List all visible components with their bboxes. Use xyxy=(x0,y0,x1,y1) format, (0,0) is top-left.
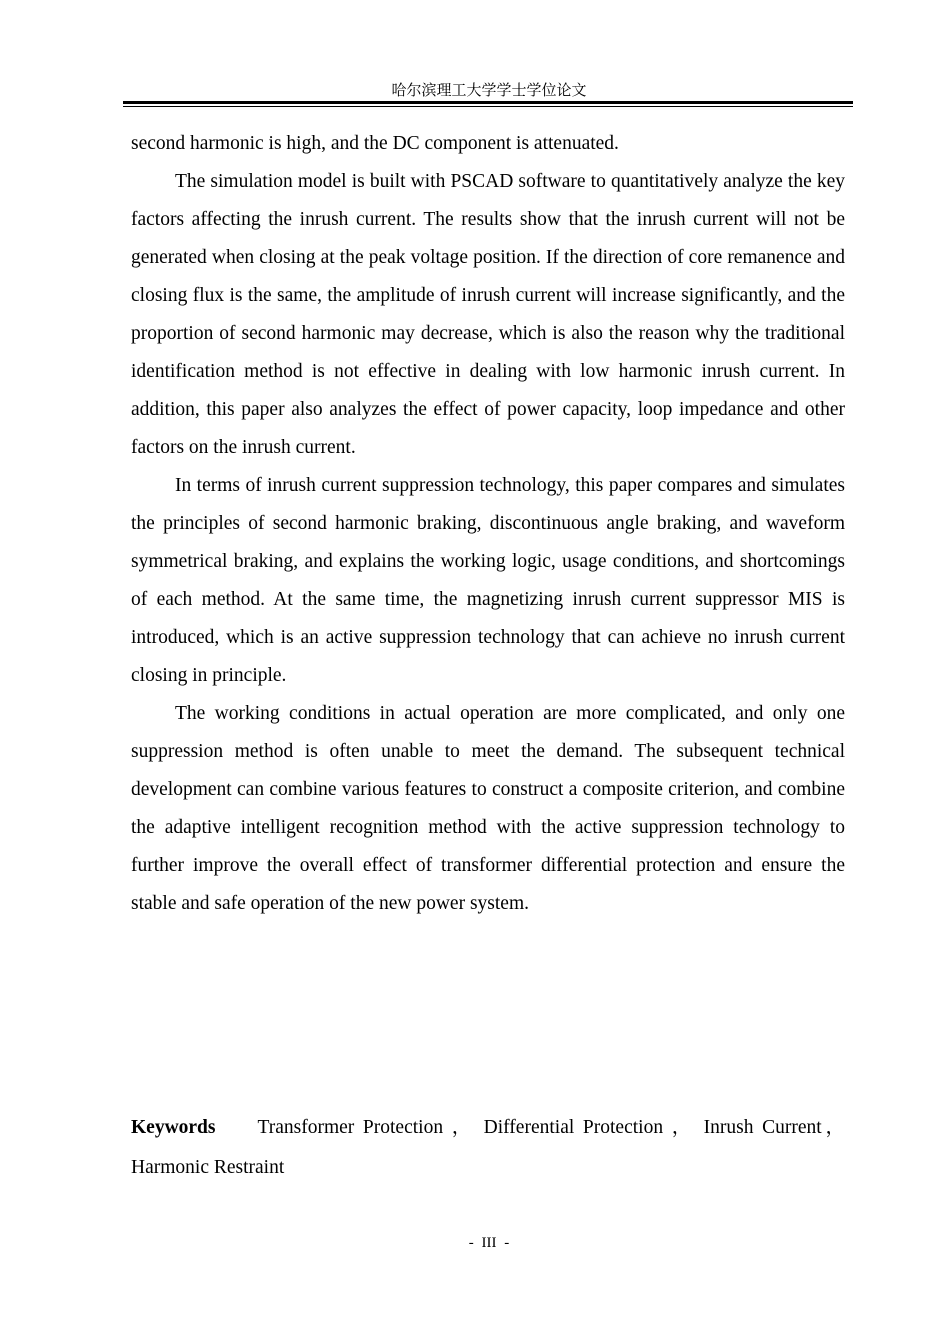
page-number: - III - xyxy=(468,1235,510,1251)
running-header-title: 哈尔滨理工大学学士学位论文 xyxy=(391,81,587,99)
keywords-label: Keywords xyxy=(131,1117,216,1138)
keywords-text: Transformer Protection ， Differential Protection ， Inrush Current，Harmonic Restraint xyxy=(131,1117,845,1178)
paragraph-outlook: The working conditions in actual operation are more complicated, and only one suppression method is often unable to meet the demand. The subsequent technical development can combine various features to construct a composite criterion, and combine the adaptive intelligent recognition method with the active suppression technology to further improve the overall effect of transformer differential protection and ensure the stable and safe operation of the new power system. xyxy=(131,703,845,914)
keywords-block xyxy=(131,1108,845,1188)
paragraph-suppression: In terms of inrush current suppression technology, this paper compares and simulates the principles of second harmonic braking, discontinuous angle braking, and waveform symmetrical braking, and explains the working logic, usage conditions, and shortcomings of each method. At the same time, the magnetizing inrush current suppressor MIS is introduced, which is an active suppression technology that can achieve no inrush current closing in principle. xyxy=(131,475,845,686)
header-rule-thin xyxy=(123,106,853,107)
abstract-body xyxy=(131,125,845,923)
paragraph-continuation: second harmonic is high, and the DC component is attenuated. xyxy=(131,133,619,154)
header-rule-thick xyxy=(123,101,853,104)
paragraph-simulation: The simulation model is built with PSCAD software to quantitatively analyze the key factors affecting the inrush current. The results show that the inrush current will not be generated when closing at the peak voltage position. If the direction of core remanence and closing flux is the same, the amplitude of inrush current will increase significantly, and the proportion of second harmonic may decrease, which is also the reason why the traditional identification method is not effective in dealing with low harmonic inrush current. In addition, this paper also analyzes the effect of power capacity, loop impedance and other factors on the inrush current. xyxy=(131,171,845,458)
